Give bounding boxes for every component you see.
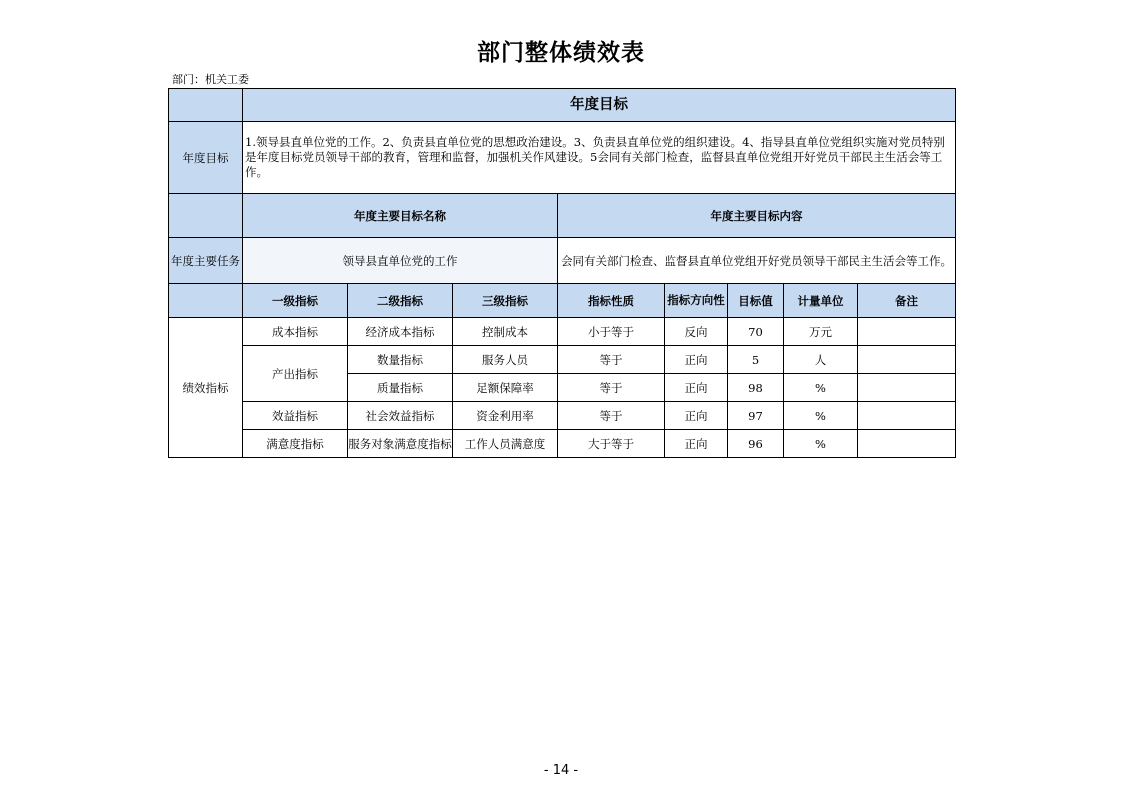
cell-level1: 满意度指标 [243, 430, 348, 458]
annual-goal-text: 1.领导县直单位党的工作。2、负责县直单位党的思想政治建设。3、负责县直单位党的组织建设。4、指导县直单位党组织实施对党员特别是年度目标党员领导干部的教育，管理和监督，加强机关作风建设。5会同有关部门检查，监督县直单位党组开好党员干部民主生活会等工作。 [243, 122, 956, 194]
cell-nature: 大于等于 [558, 430, 665, 458]
cell-target: 97 [728, 402, 784, 430]
performance-table [168, 88, 956, 458]
header-level2: 二级指标 [348, 284, 453, 318]
cell-nature: 等于 [558, 402, 665, 430]
page-title: 部门整体绩效表 [477, 40, 645, 66]
cell-level2: 服务对象满意度指标 [348, 430, 453, 458]
cell-level3: 资金利用率 [453, 402, 558, 430]
cell-direction: 正向 [665, 430, 728, 458]
header-level1: 一级指标 [243, 284, 348, 318]
cell-nature: 等于 [558, 346, 665, 374]
cell-nature: 等于 [558, 374, 665, 402]
main-task-content: 会同有关部门检查、监督县直单位党组开好党员领导干部民主生活会等工作。 [558, 238, 956, 284]
cell-unit: 人 [784, 346, 858, 374]
cell-level2: 数量指标 [348, 346, 453, 374]
cell-level3: 足额保障率 [453, 374, 558, 402]
cell-target: 96 [728, 430, 784, 458]
cell-level1: 效益指标 [243, 402, 348, 430]
table-row [169, 346, 956, 374]
cell-note [858, 402, 956, 430]
cell-nature: 小于等于 [558, 318, 665, 346]
header-level3: 三级指标 [453, 284, 558, 318]
cell-direction: 正向 [665, 402, 728, 430]
cell-note [858, 318, 956, 346]
header-note: 备注 [858, 284, 956, 318]
main-tasks-label: 年度主要任务 [169, 238, 243, 284]
cell-unit: % [784, 402, 858, 430]
cell-level2: 社会效益指标 [348, 402, 453, 430]
cell-level1: 成本指标 [243, 318, 348, 346]
table-row [169, 402, 956, 430]
header-unit: 计量单位 [784, 284, 858, 318]
main-tasks-row [169, 238, 956, 284]
header-target: 目标值 [728, 284, 784, 318]
table-row [169, 430, 956, 458]
cell-unit: 万元 [784, 318, 858, 346]
table-row [169, 318, 956, 346]
header-direction: 指标方向性 [665, 284, 728, 318]
main-task-name-header: 年度主要目标名称 [243, 194, 558, 238]
main-task-name: 领导县直单位党的工作 [243, 238, 558, 284]
cell-unit: % [784, 374, 858, 402]
annual-goal-header: 年度目标 [243, 89, 956, 122]
cell-target: 70 [728, 318, 784, 346]
cell-level3: 工作人员满意度 [453, 430, 558, 458]
cell-unit: % [784, 430, 858, 458]
indicator-header-row [169, 284, 956, 318]
annual-goal-header-row [169, 89, 956, 122]
main-tasks-header-row [169, 194, 956, 238]
cell-target: 98 [728, 374, 784, 402]
indicators-label: 绩效指标 [169, 318, 243, 458]
cell-direction: 正向 [665, 346, 728, 374]
cell-level2: 经济成本指标 [348, 318, 453, 346]
cell-level1: 产出指标 [243, 346, 348, 402]
cell-level3: 控制成本 [453, 318, 558, 346]
cell-note [858, 346, 956, 374]
cell-note [858, 374, 956, 402]
page-number: - 14 - [543, 763, 579, 778]
annual-goal-row [169, 122, 956, 194]
cell-level3: 服务人员 [453, 346, 558, 374]
cell-direction: 反向 [665, 318, 728, 346]
header-nature: 指标性质 [558, 284, 665, 318]
main-task-content-header: 年度主要目标内容 [558, 194, 956, 238]
blank-header-cell [169, 194, 243, 238]
cell-level2: 质量指标 [348, 374, 453, 402]
blank-header-cell [169, 89, 243, 122]
blank-header-cell [169, 284, 243, 318]
cell-direction: 正向 [665, 374, 728, 402]
cell-target: 5 [728, 346, 784, 374]
annual-goal-label: 年度目标 [169, 122, 243, 194]
cell-note [858, 430, 956, 458]
department-label: 部门：机关工委 [172, 73, 249, 86]
